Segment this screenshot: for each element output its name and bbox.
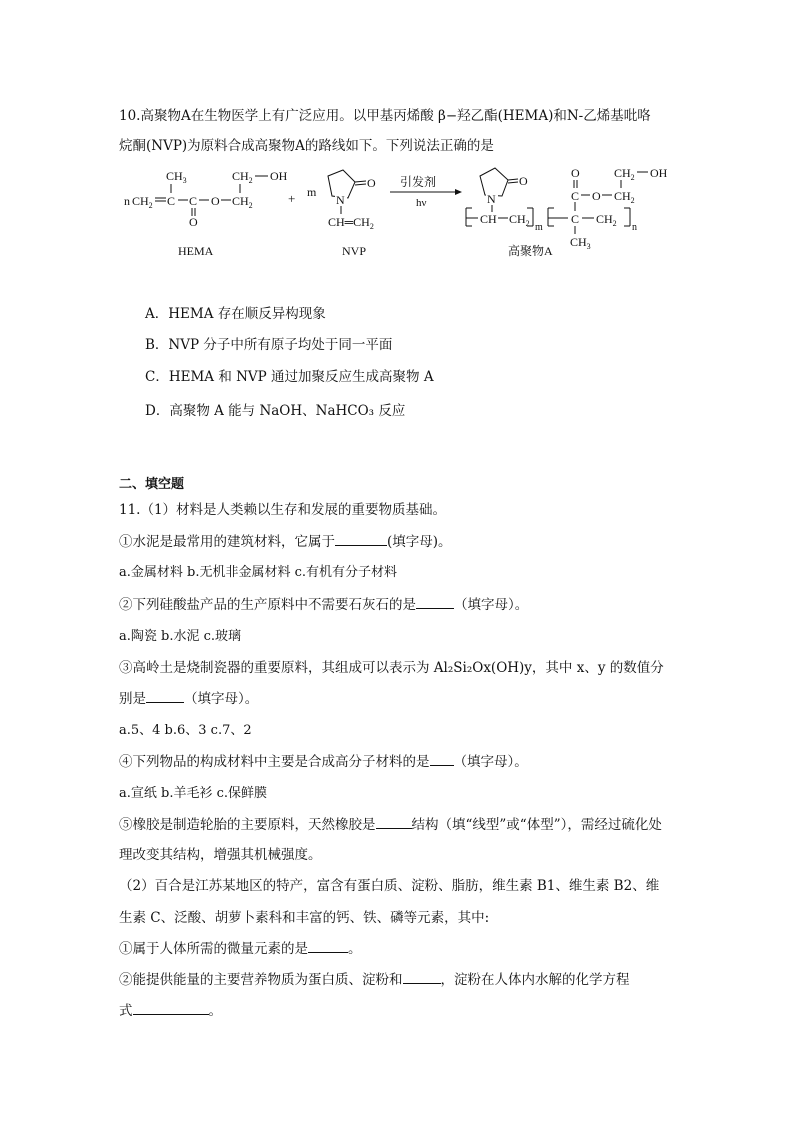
q10-stem-line2: 烷酮(NVP)为原料合成高聚物A的路线如下。下列说法正确的是 [119, 138, 494, 154]
q11-s5-line2: 理改变其结构，增强其机械强度。 [119, 847, 322, 863]
q11-s3-suffix: （填字母）。 [184, 691, 259, 707]
product-m: m [535, 222, 543, 233]
answer-blank[interactable] [403, 969, 441, 984]
q11-s3-line1: ③高岭土是烧制瓷器的重要原料，其组成可以表示为 Al₂Si₂Ox(OH)y，其中 x、y 的数值分 [119, 660, 664, 676]
hema-ch2-left: $CH_2$ [132, 194, 153, 210]
q11-p2s2-prefix: 式 [119, 1003, 133, 1019]
hema-ch2-b: $CH_2$ [232, 169, 253, 185]
q11-s1-text: ①水泥是最常用的建筑材料，它属于 [119, 534, 335, 550]
q11-part1-intro: 11.（1）材料是人类赖以生存和发展的重要物质基础。 [119, 502, 447, 518]
q11-s1-options: a.金属材料 b.无机非金属材料 c.有机有分子材料 [119, 565, 398, 580]
product-n-sub: n [632, 222, 637, 233]
answer-blank[interactable] [416, 594, 454, 609]
q11-s3-options: a.5、4 b.6、3 c.7、2 [119, 723, 252, 738]
q11-p2s1-text: ①属于人体所需的微量元素的是 [119, 941, 308, 957]
product-label: 高聚物A [508, 244, 553, 258]
product-c-carbonyl: C [571, 189, 580, 203]
q11-p2s2-line1 [119, 968, 630, 988]
q10-stem-line1: 10.高聚物A在生物医学上有广泛应用。以甲基丙烯酸 β−羟乙酯(HEMA)和N-乙烯基吡咯 [119, 108, 651, 124]
nvp-n: N [336, 193, 345, 207]
product-n: N [487, 192, 496, 206]
q11-s4-options: a.宣纸 b.羊毛衫 c.保鲜膜 [119, 786, 268, 801]
reaction-arrow [390, 174, 462, 209]
reagent-initiator: 引发剂 [400, 175, 437, 189]
hema-structure [124, 169, 288, 258]
q11-s2-suffix: （填字母）。 [454, 597, 529, 613]
product-ch2-d: $CH_2$ [596, 212, 617, 228]
reaction-scheme [110, 160, 690, 270]
hema-c1: C [167, 194, 176, 208]
answer-blank[interactable] [430, 751, 454, 766]
q11-s5-suffix: 结构（填“线型”或“体型”），需经过硫化处 [411, 817, 662, 833]
q11-p2s2-line2 [119, 999, 222, 1019]
hema-c2: C [189, 194, 198, 208]
reagent-hv: hν [416, 197, 427, 209]
product-o-ester: O [592, 189, 601, 203]
nvp-label: NVP [342, 244, 367, 258]
q11-p2s2-text: ②能提供能量的主要营养物质为蛋白质、淀粉和 [119, 972, 403, 988]
product-c-quat: C [571, 212, 580, 226]
q11-s5-line1 [119, 813, 662, 833]
product-ch2-a: $CH_2$ [509, 212, 530, 228]
q11-s2-line [119, 593, 528, 613]
nvp-m-label: m [307, 185, 317, 199]
answer-blank[interactable] [308, 938, 348, 953]
q11-part2-line2: 生素 C、泛酸、胡萝卜素科和丰富的钙、铁、磷等元素，其中: [119, 910, 490, 926]
product-ch: CH [480, 212, 497, 226]
product-ch2-b: $CH_2$ [614, 189, 635, 205]
hema-label: HEMA [178, 244, 214, 258]
q10-option-b: B．NVP 分子中所有原子均处于同一平面 [145, 337, 393, 353]
q11-s4-text: ④下列物品的构成材料中主要是合成高分子材料的是 [119, 754, 430, 770]
q10-option-c: C．HEMA 和 NVP 通过加聚反应生成高聚物 A [145, 369, 434, 385]
q11-s3-text: 别是 [119, 691, 146, 707]
q11-p2s1-line [119, 937, 362, 957]
q11-s1-suffix: (填字母)。 [387, 534, 452, 550]
q11-s2-text: ②下列硅酸盐产品的生产原料中不需要石灰石的是 [119, 597, 416, 613]
hema-o-ester: O [211, 194, 220, 208]
hema-n-label: n [124, 194, 130, 208]
product-structure [466, 166, 668, 258]
q11-part2-line1: （2）百合是江苏某地区的特产，富含有蛋白质、淀粉、脂肪，维生素 B1、维生素 B2、维 [119, 878, 660, 894]
q11-s4-line [119, 750, 528, 770]
answer-blank[interactable] [146, 688, 184, 703]
q10-option-a: A．HEMA 存在顺反异构现象 [145, 306, 326, 322]
q11-p2s1-suffix: 。 [348, 941, 362, 957]
q11-s2-options: a.陶瓷 b.水泥 c.玻璃 [119, 629, 242, 644]
q11-p2s2-end: 。 [208, 1003, 222, 1019]
nvp-o: O [367, 176, 376, 190]
q10-option-d: D．高聚物 A 能与 NaOH、NaHCO₃ 反应 [145, 403, 406, 419]
q11-s4-suffix: （填字母）。 [453, 754, 528, 770]
answer-blank[interactable] [335, 531, 387, 546]
product-oh: OH [650, 166, 668, 180]
nvp-structure [307, 170, 376, 258]
q11-s3-line2 [119, 687, 258, 707]
nvp-vinyl: $CH═CH_2$ [328, 215, 374, 231]
hema-oh: OH [270, 169, 288, 183]
hema-o-carbonyl: O [189, 215, 198, 229]
hema-ch2-a: $CH_2$ [232, 194, 253, 210]
product-o1: O [519, 174, 528, 188]
product-ch3: $CH_3$ [570, 235, 591, 251]
q11-s1-line [119, 530, 452, 550]
q11-s5-text: ⑤橡胶是制造轮胎的主要原料，天然橡胶是 [119, 817, 376, 833]
product-o-carbonyl: O [571, 166, 580, 180]
answer-blank[interactable] [376, 814, 412, 829]
section-title: 二、填空题 [119, 477, 185, 492]
q11-p2s2-middle: ，淀粉在人体内水解的化学方程 [440, 972, 630, 988]
answer-blank[interactable] [133, 1000, 209, 1015]
hema-ch3: $CH_3$ [166, 169, 187, 185]
product-ch2-c: $CH_2$ [614, 166, 635, 182]
plus-sign: + [288, 191, 296, 206]
